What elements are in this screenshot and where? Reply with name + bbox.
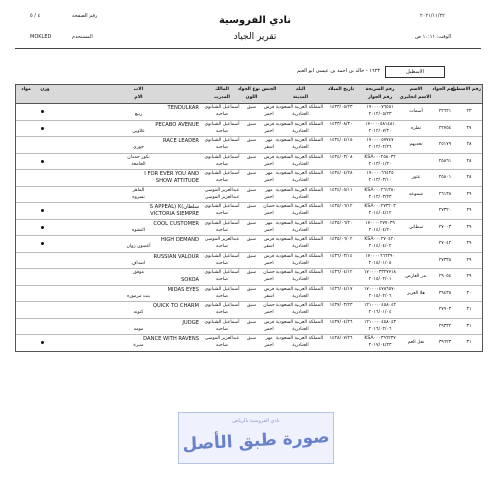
cell-owner: أسماعيل الشبانوي [204, 270, 240, 275]
cell-trainer: صاحبه [216, 178, 228, 183]
cell-country: المملكة العربية السعودية [275, 237, 323, 242]
cell-stable-no: ٢٩ [466, 224, 472, 230]
cell-passport: ٢٠١٢/٠٥/٢٣ [368, 112, 392, 117]
cell-trainer: صاحبه [216, 293, 228, 299]
flag-marker [41, 341, 44, 344]
cell-horse-no: ٢٧٣٣٨ [438, 257, 452, 263]
cell-city: الجنادرية [292, 112, 309, 117]
cell-city: الجنادرية [292, 277, 309, 282]
cell-stable-no: ٣١ [466, 323, 472, 329]
cell-type: فرس [263, 237, 275, 242]
cell-birth: ١٤٣٦/٠٤/١٢ [329, 270, 353, 275]
cell-city: الجنادرية [292, 343, 309, 348]
header-country: البلد [295, 87, 306, 92]
cell-category: سبق [246, 154, 257, 160]
cell-country: المملكة العربية السعودية [275, 220, 323, 226]
cell-birth: ١٤٣٧/٠٣/٢٣ [329, 303, 353, 308]
flag-marker [41, 160, 44, 163]
header-horse-no: رقم الجواد [432, 87, 456, 92]
cell-name: بدر العارض [405, 274, 427, 279]
cell-birth: ١٤٣٤/٠٤/٢٨ [329, 171, 353, 176]
cell-chip: KSA٠٠٠٢٦١٣٨٠ [364, 187, 396, 193]
cell-city: الجنادرية [292, 227, 309, 233]
cell-country: المملكة العربية السعودية [275, 105, 323, 110]
flag-marker [41, 209, 44, 212]
cell-sire: JUDGE [182, 319, 199, 326]
cell-stable-no: ٢٨ [466, 142, 472, 147]
flag-marker [41, 127, 44, 130]
cell-chip: ١٢١٠٠٠٠٤٥٨٠٤٢ [363, 303, 397, 308]
header-owner: المالك [215, 87, 229, 92]
header-category: نوع الجواد [237, 87, 260, 92]
table-row [16, 269, 482, 286]
cell-birth: ١٤٣٤/٠٥/١١ [329, 187, 353, 193]
table-row [16, 335, 482, 351]
cell-horse-no: ٢٦١٣٨ [438, 191, 452, 197]
cell-color: احمر [264, 128, 274, 134]
cell-trainer: صاحبه [216, 244, 228, 249]
cell-name: نقل العم [407, 340, 425, 345]
cell-stable-no: ٢٩ [466, 241, 472, 246]
cell-dam: نسروه [132, 194, 145, 200]
cell-sire: الماهر [132, 187, 145, 193]
cell-trainer: صاحبه [216, 326, 228, 332]
cell-color: اشقر [264, 293, 274, 299]
cell-color: اشقر [264, 244, 274, 249]
cell-type: حصان [263, 204, 275, 209]
table-row [16, 220, 482, 237]
table-row [16, 121, 482, 138]
cell-dam: غلاوين [132, 128, 145, 134]
cell-owner: عبدالعزيز الموسى [204, 237, 240, 242]
cell-passport: ٢٠١٤/٠٤/٠٢ [368, 244, 392, 249]
cell-country: المملكة العربية السعودية [275, 138, 323, 143]
cell-dam: أغصون زوان [126, 244, 151, 249]
cell-dam: التشوه [132, 227, 145, 233]
user-value: MOKLED [30, 34, 52, 40]
cell-stable-no: ٢٣ [466, 109, 472, 114]
report-title: تقرير الجياد [233, 32, 277, 42]
cell-type: مهر [265, 336, 273, 341]
cell-sire: HIGH DEMAND [160, 237, 199, 243]
table-row [16, 236, 482, 253]
cell-birth: ١٤٣٧/٠٤/٢٦ [329, 319, 353, 325]
cell-owner: أسماعيل الشبانوي [204, 319, 240, 325]
table-row [16, 286, 482, 303]
cell-category: سبق [246, 237, 257, 242]
cell-category: سبق [246, 303, 257, 308]
cell-horse-no: ٢٩٣٣٢ [438, 323, 452, 329]
cell-stable-no: ٢٧ [466, 125, 472, 131]
cell-type: فرس [263, 319, 275, 325]
cell-owner: أسماعيل الشبانوي [204, 171, 240, 176]
cell-dam: VICTORIA SIEMPRE [150, 211, 199, 217]
cell-type: فرس [263, 121, 275, 127]
header-type: الجنس [261, 87, 277, 92]
cell-country: المملكة العربية السعودية [275, 319, 323, 325]
cell-horse-no: ٢٧٣٢٠ [438, 208, 452, 213]
cell-country: المملكة العربية السعودية [275, 336, 323, 341]
cell-city: الجنادرية [292, 211, 309, 216]
stamp-subtext: نادي الفروسية بالرياض [232, 418, 280, 424]
cell-city: الجنادرية [292, 128, 309, 134]
cell-chip: KSA٠٠٠٢٧٣٢٠٣ [364, 204, 396, 209]
cell-passport: ٢٠١٤/٠٤/١٢ [368, 211, 392, 216]
cell-sire: نكور حمدان [127, 154, 150, 160]
cell-horse-no: ٢٥١٧٩ [438, 142, 452, 147]
table-row [16, 187, 482, 204]
cell-horse-no: ٢٩٠٥٤ [438, 274, 452, 279]
cell-horse-no: ٢٧٠٠٣ [438, 224, 452, 230]
cell-passport: ٢٠١٥/٠١/٠٥ [368, 260, 392, 266]
cell-city: الجنادرية [292, 178, 309, 183]
table-row [16, 104, 482, 121]
cell-passport: ٢٠١٣/٠٣/٢٣ [368, 194, 392, 200]
header-name: الاسم [409, 87, 423, 92]
cell-horse-no: ٢٧٩٠٣ [438, 307, 452, 312]
table-row [16, 137, 482, 154]
cell-stable-no: ٣١ [466, 340, 472, 345]
cell-color: اشقر [264, 145, 274, 150]
cell-birth: ١٤٣٤/٠٤/١٥ [329, 138, 353, 143]
cell-color: احمر [264, 194, 274, 200]
cell-passport: ٢٠١٥/٠٢/٠١ [368, 277, 392, 282]
cell-name: شموعه [408, 191, 424, 197]
cell-color: احمر [264, 211, 274, 216]
cell-country: المملكة العربية السعودية [275, 270, 323, 275]
cell-chip: KSA٠٠٠٢٧٠٤٢٠ [364, 237, 396, 242]
cell-sire: موفق [133, 270, 144, 275]
cell-trainer: صاحبه [216, 112, 228, 117]
cell-city: الجنادرية [292, 310, 309, 315]
cell-type: حصان [263, 303, 275, 308]
cell-sire: RACE LEADER [163, 138, 199, 144]
cell-birth: ١٤٣٥/٠٦/٢٠ [329, 220, 353, 226]
cell-name: عثور [411, 175, 421, 180]
cell-horse-no: ٢٧٠٤٢ [438, 241, 452, 246]
flag-marker [41, 110, 44, 113]
cell-sire: COOL CUSTOMER [153, 220, 199, 227]
cell-country: المملكة العربية السعودية [275, 171, 323, 176]
cell-chip: ١٧٠٠٠٠٤٧٨٦٥٧٠ [363, 286, 397, 292]
cell-city: الجنادرية [292, 244, 309, 249]
page-number-label: رقم الصفحة [72, 13, 98, 19]
cell-category: سبق [246, 121, 257, 127]
cell-country: المملكة العربية السعودية [275, 204, 323, 209]
cell-stable-no: ٢٩ [466, 274, 472, 279]
cell-owner: أسماعيل الشبانوي [204, 204, 240, 209]
cell-owner: أسماعيل الشبانوي [204, 138, 240, 143]
cell-passport: ٢٠١٢/٠٧/٢٠ [368, 128, 392, 134]
cell-category: سبق [246, 336, 257, 341]
cell-type: فرس [263, 286, 275, 292]
cell-city: الجنادرية [292, 260, 309, 266]
cell-birth: ١٤٣٥/٠٦/٠٢ [329, 237, 353, 242]
cell-owner: عبدالعزيز الموسى [204, 187, 240, 193]
cell-birth: ١٤٣٣/٠٨/٣٠ [329, 121, 353, 127]
cell-type: فرس [263, 154, 275, 160]
cell-sire: PECABO AVENUE [155, 121, 199, 128]
cell-trainer: عبدالعزيز الموسى [204, 194, 240, 200]
cell-dam: مومه [133, 326, 144, 332]
cell-owner: عبدالعزيز الموسى [204, 336, 240, 341]
cell-city: الجنادرية [292, 145, 309, 150]
flag-marker [41, 242, 44, 245]
cell-stable-no: ٣٠ [466, 290, 472, 296]
table-row [16, 203, 482, 220]
cell-color: احمر [264, 161, 274, 167]
cell-stable-no: ٢٨ [466, 175, 472, 180]
header-color: اللون [245, 95, 258, 100]
stable-label: الاسطبل [385, 66, 445, 78]
cell-passport: ٢٠١٦/٠٢/٠٦ [368, 326, 392, 332]
cell-category: سبق [246, 138, 257, 143]
cell-city: الجنادرية [292, 194, 309, 200]
cell-trainer: صاحبه [216, 260, 228, 266]
cell-name: تحديهم [409, 142, 423, 147]
table-row [16, 302, 482, 319]
cell-chip: ١٧٠٠٠٠٣٣٢٧٧١٨ [363, 270, 397, 275]
cell-country: المملكة العربية السعودية [275, 286, 323, 292]
cell-birth: ١٤٣٨/٠٧/٢٦ [329, 336, 353, 341]
table-row [16, 319, 482, 336]
cell-birth: ١٤٣٦/٠٣/١٤ [329, 253, 353, 259]
cell-city: الجنادرية [292, 293, 309, 299]
cell-owner: أسماعيل الشبانوي [204, 121, 240, 127]
cell-sire: TENDULKAR [167, 105, 199, 111]
cell-chip: ١٧٠٠٠٠٦٦٦٣٩٠ [365, 253, 395, 259]
club-name: نادي الفروسية [218, 15, 292, 26]
cell-category: سبق [246, 253, 257, 259]
cell-city: الجنادرية [292, 161, 309, 167]
cell-country: المملكة العربية السعودية [275, 187, 323, 193]
cell-country: المملكة العربية السعودية [275, 121, 323, 127]
cell-chip: ١٢١٠٠٠٠٤٥٨٠٤٣ [363, 319, 397, 325]
cell-birth: ١٤٣٥/٠٦/١٢ [329, 204, 353, 209]
horses-table [15, 84, 483, 352]
cell-dam: منبرة [133, 343, 144, 348]
cell-birth: ١٤٣٤/٠٣/٠٨ [329, 154, 353, 160]
table-body [16, 104, 482, 351]
cell-horse-no: ٢٩٤٣٥ [438, 290, 452, 296]
cell-name: سطاني [408, 224, 424, 230]
cell-trainer: صاحبه [216, 343, 228, 348]
cell-owner: أسماعيل الشبانوي [204, 220, 240, 226]
cell-color: احمر [264, 326, 274, 332]
cell-horse-no: ٢٢٧٥٤ [438, 125, 452, 131]
header-birth: تاريخ الميلاد [327, 87, 355, 92]
cell-trainer: صاحبه [216, 277, 228, 282]
cell-sire: DANCE WITH RAVENS [143, 336, 199, 342]
header-stable-no: رقم الاسطبل [450, 87, 481, 92]
cell-sire: S APPEAL) K(سلطان [149, 204, 199, 210]
cell-sire: MIDAS EYES [167, 286, 199, 293]
cell-category: سبق [246, 270, 257, 275]
header-chip: رقم الشريحة [365, 87, 395, 92]
cell-stable-no: ٢٨ [466, 158, 472, 164]
cell-chip: KSA٠٠٠٢٥٨٠٣٢ [364, 154, 396, 160]
cell-passport: ٢٠١٦/٠١/٠٤ [368, 310, 392, 315]
cell-stable-no: ٣١ [466, 307, 472, 312]
cell-dam: SOKOA [180, 277, 199, 283]
stamp-text: صورة طبق الأصل [181, 427, 331, 455]
cell-category: سبق [246, 220, 257, 226]
header-bay: مواد [21, 87, 31, 92]
cell-chip: ١٧٠٠٠٠٥٧٧٤٧ [366, 138, 394, 143]
cell-type: فرس [263, 105, 275, 110]
cell-dam: ربيع [134, 112, 143, 117]
user-label: المستخدم [72, 34, 93, 40]
header-city: المدينة [292, 95, 309, 100]
header-sire: الاب [133, 87, 144, 92]
cell-dam: بنت مرموره [126, 293, 151, 299]
cell-trainer: صاحبه [216, 310, 228, 315]
report-date: ٢٠٢١/١١/٢٢ [420, 13, 445, 19]
cell-type: مهر [265, 171, 273, 176]
cell-chip: KSA٠٠٠٣٩٦٢٣٧ [364, 336, 396, 341]
cell-type: مهر [265, 138, 273, 143]
cell-country: المملكة العربية السعودية [275, 303, 323, 308]
cell-type: مهر [265, 220, 273, 226]
cell-chip: ١٧٠٠٠٠٦٦٤٢٥ [366, 171, 394, 176]
cell-passport: ٢٠١٥/٠٢/٠٦ [368, 293, 392, 299]
header-passport: رقم الجواز [367, 95, 393, 100]
cell-trainer: صاحبه [216, 227, 228, 233]
cell-name: نظره [411, 125, 421, 131]
flag-marker [41, 226, 44, 229]
header-dam: الام [134, 95, 143, 100]
cell-color: احمر [264, 343, 274, 348]
cell-color: احمر [264, 277, 274, 282]
cell-country: المملكة العربية السعودية [275, 154, 323, 160]
cell-horse-no: ٢٥٨٦١ [438, 158, 452, 164]
cell-owner: أسماعيل الشبانوي [204, 286, 240, 292]
cell-trainer: صاحبه [216, 161, 228, 167]
cell-type: مهر [265, 187, 273, 193]
cell-trainer: صاحبه [216, 211, 228, 216]
cell-color: احمر [264, 227, 274, 233]
cell-passport: ٢٠١٣/٠١/٢٠ [368, 161, 392, 167]
cell-stable-no: ٢٩ [466, 191, 472, 197]
cell-passport: ٢٠١٤/٠٤/٢٠ [368, 227, 392, 233]
cell-city: الجنادرية [292, 326, 309, 332]
cell-birth: ١٤٣٦/٠٤/١٧ [329, 286, 353, 292]
cell-dam: الجامعة [131, 161, 146, 167]
cell-passport: ٢٠١٧/٠٤/٢٣ [368, 343, 392, 348]
cell-name: هلا العزيز [407, 290, 425, 296]
table-header [16, 85, 482, 104]
cell-dam: SHOW ATTITUDE [155, 178, 199, 184]
cell-color: احمر [264, 260, 274, 266]
cell-horse-no: ٣٩٦٢٣ [438, 340, 452, 345]
header-name-en: الاسم انجليزي [399, 95, 431, 100]
cell-stable-no: ٢٩ [466, 257, 472, 263]
cell-stable-no: ٢٩ [466, 208, 472, 213]
cell-name: أسمات [409, 109, 423, 114]
cell-category: سبق [246, 204, 257, 209]
cell-sire: QUICK TO CHARM [152, 303, 199, 309]
owner-line: ١٦٢٣ - خالد بن احمد بن عيسى ابو العيم [296, 68, 380, 74]
cell-category: سبق [246, 319, 257, 325]
cell-owner: أسماعيل الشبانوي [204, 105, 240, 110]
cell-category: سبق [246, 171, 257, 176]
table-row [16, 154, 482, 171]
certified-copy-stamp [178, 412, 334, 464]
cell-color: احمر [264, 178, 274, 183]
cell-category: سبق [246, 187, 257, 193]
cell-type: فرس [263, 253, 275, 259]
cell-country: المملكة العربية السعودية [275, 253, 323, 259]
cell-type: حصان [263, 270, 275, 275]
cell-category: سبق [246, 105, 257, 110]
cell-birth: ١٤٣٣/٠٥/٢٣ [329, 105, 353, 110]
header-weight: وزن [40, 87, 50, 92]
cell-owner: أسماعيل الشبانوي [204, 154, 240, 160]
header-divider [15, 48, 481, 49]
cell-trainer: صاحبه [216, 145, 228, 150]
header-trainer: المدرب [214, 95, 230, 100]
table-row [16, 170, 482, 187]
cell-horse-no: ٢٢٦٢١ [438, 109, 452, 114]
cell-owner: أسماعيل الشبانوي [204, 253, 240, 259]
cell-sire: RUSSIAN VALOUR [153, 253, 199, 260]
cell-chip: ١٧٠٠٠٠٢٧٧٠٣٩ [365, 220, 395, 226]
cell-color: احمر [264, 310, 274, 315]
cell-trainer: صاحبه [216, 128, 228, 134]
cell-chip: ١٧٠٠٠٠٥٨١٤٨١ [365, 121, 395, 127]
cell-dam: اصداف [131, 260, 146, 266]
report-time: الوقت: ١٠:١١ ص [415, 34, 452, 40]
cell-chip: ١٧٠٠٠٠٧٦٥٥١ [366, 105, 394, 110]
cell-dam: جوري [132, 145, 145, 150]
cell-passport: ٢٠١٣/٠٣/١٠ [368, 178, 392, 183]
cell-color: احمر [264, 112, 274, 117]
cell-category: سبق [246, 286, 257, 292]
cell-sire: I FOR EVER YOU AND [144, 171, 199, 177]
page-number-value: ٤ / ٥ [30, 13, 41, 19]
table-row [16, 253, 482, 270]
cell-passport: ٢٠١٣/٠٢/٢٦ [368, 145, 392, 150]
cell-dam: كنونه [133, 310, 144, 315]
cell-owner: أسماعيل الشبانوي [204, 303, 240, 308]
cell-horse-no: ٢٥٨٠١ [438, 175, 452, 180]
